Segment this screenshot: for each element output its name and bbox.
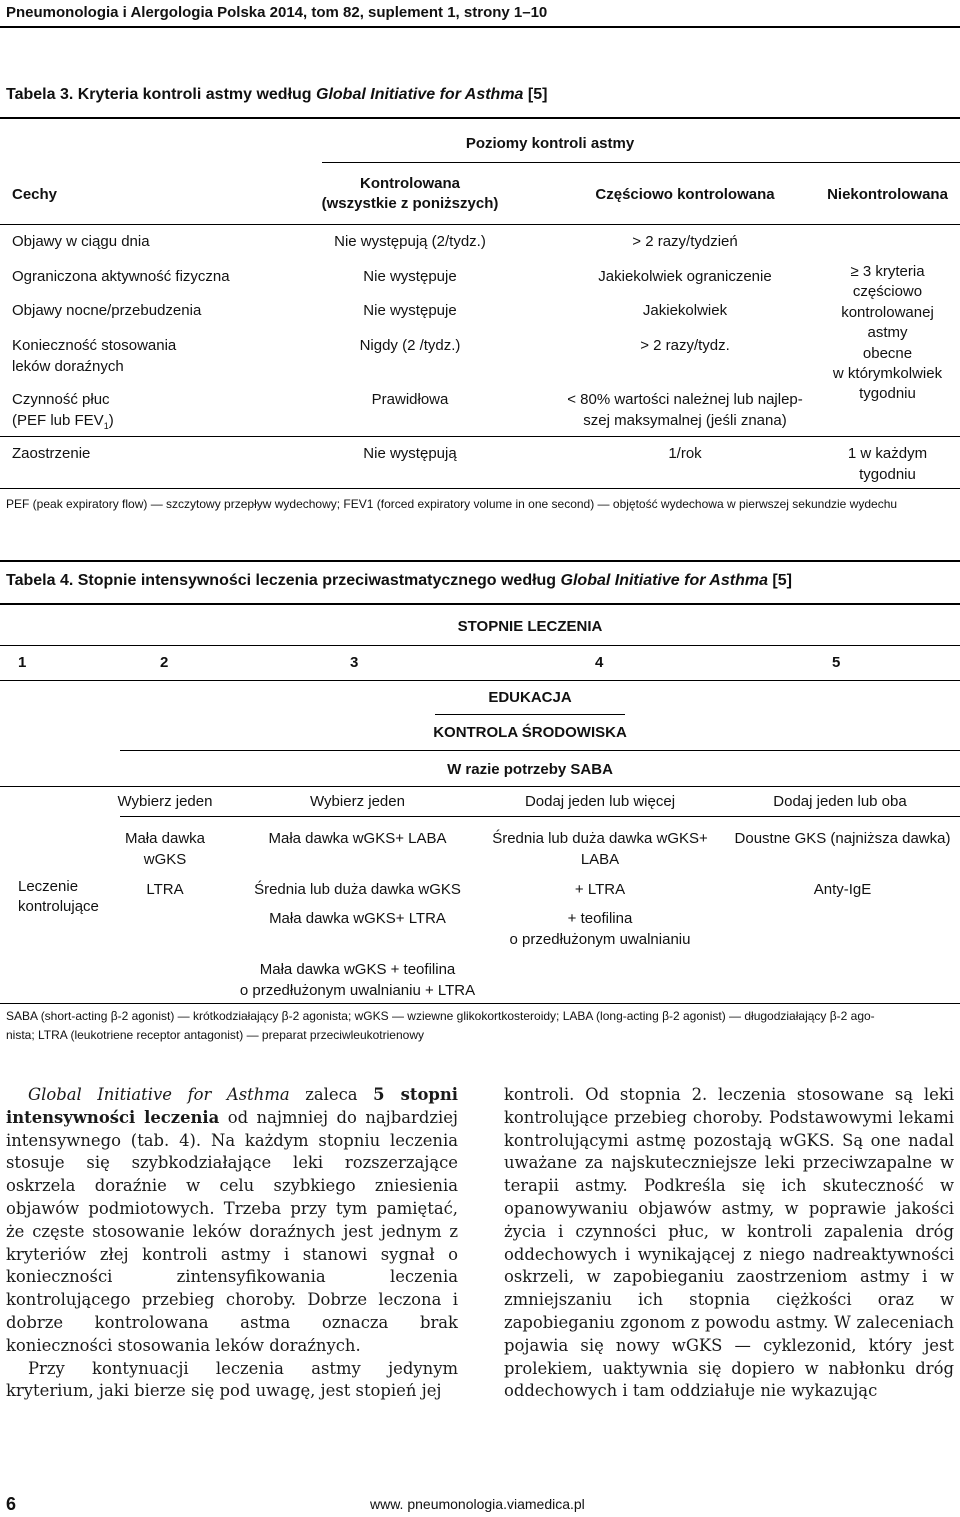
table4-top-rule bbox=[0, 560, 960, 562]
choose-step4: Dodaj jeden lub więcej bbox=[524, 793, 676, 810]
exacerbation-uncontrolled: 1 w każdym bbox=[847, 445, 928, 462]
header-rule bbox=[0, 26, 960, 28]
steps-header: STOPNIE LECZENIA bbox=[457, 618, 603, 635]
choose-step3: Wybierz jeden bbox=[310, 793, 405, 810]
step-number: 3 bbox=[350, 654, 359, 671]
controller-label-line2: kontrolujące bbox=[18, 898, 99, 915]
row-controlled: Nie występują (2/tydz.) bbox=[334, 233, 486, 250]
step-number: 5 bbox=[832, 654, 841, 671]
row-feature-line2: leków doraźnych bbox=[12, 358, 124, 375]
body-right-paragraph: kontroli. Od stopnia 2. leczenia stosowane są leki kontrolujące przebieg choroby. Podstawowymi lekami kontrolującymi astmę pozostają wGKS. Są one nadal uważane za najskuteczniejsze leki przeciwzapalne w terapii astmy. Podkreśla się ich skuteczność w opanowywaniu objawów astmy, w poprawie jakości życia i czynności płuc, w kontroli zapalenia dróg oddechowych i wynikającej z niego nadreaktywności oskrzeli, w zapobieganiu zaostrzeniom astmy i w zmniejszaniu ich stopnia ciężkości oraz w zapobieganiu zgonom z powodu astmy. W zaleceniach pojawia się nowy wGKS — cyklezonid, który jest prolekiem, uaktywnia się dopiero w nabłonku dróg oddechowych i tam oddziałuje nie wykazując bbox=[504, 1085, 954, 1401]
step2-option: Mała dawka bbox=[124, 830, 206, 847]
body-left-paragraph-2: Przy kontynuacji leczenia astmy jedynym kryterium, jaki bierze się pod uwagę, jest stopień jej bbox=[6, 1358, 458, 1401]
body-left-column bbox=[6, 1084, 458, 1403]
levels-header: Poziomy kontroli astmy bbox=[465, 135, 635, 152]
choose-step2: Wybierz jeden bbox=[117, 793, 213, 810]
uncontrolled-criteria: ≥ 3 kryteria częściowo kontrolowanej astmy obecne w którymkolwiek tygodniu bbox=[832, 263, 943, 403]
row-partly-line2: szej maksymalnej (jeśli znana) bbox=[583, 412, 787, 429]
table4-footnote-line2: nista; LTRA (leukotriene receptor antagonist) — preparat przeciwleukotrienowy bbox=[6, 1028, 424, 1042]
row-feature: Konieczność stosowania bbox=[12, 337, 177, 354]
row-feature: Objawy nocne/przebudzenia bbox=[12, 302, 202, 319]
levels-rule bbox=[322, 162, 960, 163]
steps-number-rule bbox=[0, 680, 960, 681]
step-number: 1 bbox=[18, 654, 27, 671]
table3-caption: Tabela 3. Kryteria kontroli astmy według Global Initiative for Asthma [5] bbox=[6, 86, 548, 103]
table4-footnote: SABA (short-acting β-2 agonist) — krótkodziałający β-2 agonista; wGKS — wziewne glikokortkosteroidy; LABA (long-acting β-2 agonist) — długodziałający β-2 ago- bbox=[6, 1009, 875, 1023]
table3-body-rule bbox=[0, 436, 960, 437]
step3-option: Średnia lub duża dawka wGKS bbox=[254, 881, 461, 898]
body-right-column bbox=[504, 1084, 954, 1403]
step3-option: Mała dawka wGKS+ LABA bbox=[268, 830, 447, 847]
exacerbation-uncontrolled-line2: tygodniu bbox=[859, 466, 916, 483]
row-controlled: Nie występuje bbox=[363, 302, 457, 319]
table3-bottom-rule bbox=[0, 488, 960, 489]
education-rule bbox=[435, 714, 625, 715]
col-controlled-1: Kontrolowana bbox=[360, 175, 460, 192]
row-feature-line2: (PEF lub $FEV_1$) bbox=[12, 412, 114, 431]
row-controlled: Prawidłowa bbox=[371, 391, 449, 408]
choose-rule bbox=[120, 816, 960, 817]
row-feature: Czynność płuc bbox=[12, 391, 110, 408]
journal-header: Pneumonologia i Alergologia Polska 2014, tom 82, suplement 1, strony 1–10 bbox=[6, 4, 548, 21]
table4-caption-rule bbox=[0, 603, 960, 605]
choose-step5: Dodaj jeden lub oba bbox=[773, 793, 907, 810]
step-number: 2 bbox=[160, 654, 169, 671]
body-left-paragraph: Global Initiative for Asthma zaleca 5 stopni intensywności leczenia od najmniej do najbardziej intensywnego (tab. 4). Na każdym stopniu leczenia stosuje się szybkodziałające leki rozszerzające oskrzela doraźnie w celu szybkiego zniesienia objawów podmiotowych. Trzeba przy tym pamiętać, że częste stosowanie leków doraźnych jest jednym z kryteriów złej kontroli astmy i stanowi sygnał o konieczności zintensyfikowania leczenia kontrolującego przebieg choroby. Dobrze leczona i dobrze kontrolowana astma oznacza brak konieczności stosowania leków doraźnych. bbox=[6, 1085, 459, 1355]
row-partly: Jakiekolwiek bbox=[642, 302, 728, 319]
row-partly: > 2 razy/tydz. bbox=[640, 337, 730, 354]
step2-option: LTRA bbox=[146, 881, 184, 898]
steps-rule bbox=[0, 645, 960, 646]
step4-option: Średnia lub duża dawka wGKS+ bbox=[492, 830, 708, 847]
row-controlled: Nie występuje bbox=[363, 268, 457, 285]
step4-option: + teofilina bbox=[567, 910, 633, 927]
footer-url: www. pneumonologia.viamedica.pl bbox=[370, 1496, 585, 1512]
col-features: Cechy bbox=[12, 186, 58, 203]
environment-label: KONTROLA ŚRODOWISKA bbox=[433, 724, 627, 741]
table3-footnote: PEF (peak expiratory flow) — szczytowy przepływ wydechowy; FEV1 (forced expiratory volume in one second) — objętość wydechowa w pierwszej sekundzie wydechu bbox=[6, 497, 898, 511]
environment-rule bbox=[120, 750, 960, 751]
step5-option: Anty-IgE bbox=[813, 881, 872, 898]
col-partly: Częściowo kontrolowana bbox=[595, 186, 775, 203]
step4-option-line2: LABA bbox=[580, 851, 620, 868]
step4-option: + LTRA bbox=[574, 881, 626, 898]
table4-bottom-rule bbox=[0, 1003, 960, 1004]
step3-option-line2: o przedłużonym uwalnianiu + LTRA bbox=[239, 982, 476, 999]
saba-label: W razie potrzeby SABA bbox=[447, 761, 613, 778]
step5-option: Doustne GKS (najniższa dawka) bbox=[734, 830, 951, 847]
row-controlled: Nigdy (2 /tydz.) bbox=[359, 337, 461, 354]
step-number: 4 bbox=[595, 654, 604, 671]
col-controlled-2: (wszystkie z poniższych) bbox=[321, 195, 499, 212]
saba-rule bbox=[0, 786, 960, 787]
row-partly: > 2 razy/tydzień bbox=[632, 233, 738, 250]
col-uncontrolled: Niekontrolowana bbox=[827, 186, 948, 203]
row-partly: < 80% wartości należnej lub najlep- bbox=[567, 391, 803, 408]
table3-header-rule bbox=[0, 224, 960, 225]
step3-option: Mała dawka wGKS+ LTRA bbox=[269, 910, 446, 927]
table3-top-rule bbox=[0, 117, 960, 119]
page-number: 6 bbox=[6, 1494, 17, 1514]
controller-label: Leczenie bbox=[18, 878, 79, 895]
row-feature: Objawy w ciągu dnia bbox=[12, 233, 150, 250]
table4-caption: Tabela 4. Stopnie intensywności leczenia przeciwastmatycznego według Global Initiative for Asthma [5] bbox=[6, 572, 792, 589]
row-feature: Ograniczona aktywność fizyczna bbox=[12, 268, 230, 285]
education-label: EDUKACJA bbox=[488, 689, 572, 706]
exacerbation-controlled: Nie występują bbox=[363, 445, 457, 462]
step4-option-line2: o przedłużonym uwalnianiu bbox=[509, 931, 691, 948]
exacerbation-partly: 1/rok bbox=[668, 445, 702, 462]
row-partly: Jakiekolwiek ograniczenie bbox=[598, 268, 772, 285]
exacerbation-feature: Zaostrzenie bbox=[12, 445, 91, 462]
step3-option: Mała dawka wGKS + teofilina bbox=[259, 961, 456, 978]
step2-option-line2: wGKS bbox=[143, 851, 187, 868]
